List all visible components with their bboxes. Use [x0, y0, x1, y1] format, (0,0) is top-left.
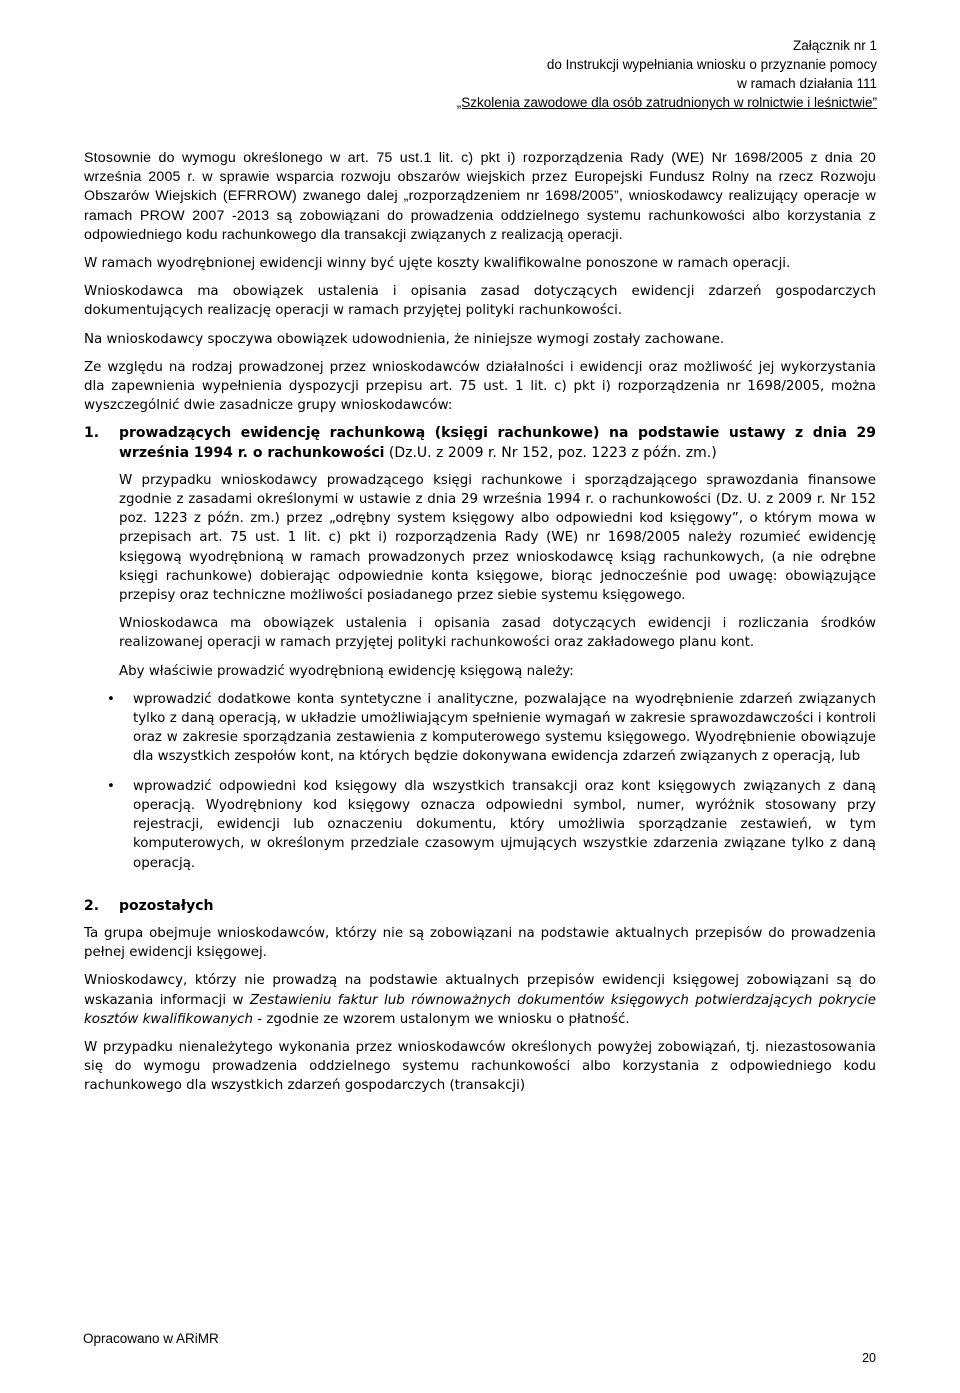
bullet-list: [84, 690, 876, 873]
section-2-heading: [84, 897, 876, 916]
section-1-paragraph-1: W przypadku wnioskodawcy prowadzącego księgi rachunkowe i sporządzającego sprawozdania finansowe zgodnie z zasadami określonymi w ustawie z dnia 29 września 1994 r. o rachunkowości (Dz. U. z 2009 r. Nr 152 poz. 1223 z późn. zm.) przez „odrębny system księgowy albo odpowiedni kod księgowy”, o którym mowa w przepisach art. 75 ust. 1 lit. c) pkt i) rozporządzenia Rady (WE) nr 1698/2005 należy rozumieć ewidencję księgową wyodrębnioną w ramach prowadzonych przez wnioskodawcę ksiąg rachunkowych, (a nie odrębne księgi rachunkowe) dobierając odpowiednie konta księgowe, biorąc jednocześnie pod uwagę: obowiązujące przepisy oraz techniczne możliwości posiadanego przez siebie systemu księgowego.: [119, 472, 876, 604]
attachment-header: [457, 36, 877, 112]
obligation-paragraph: Wnioskodawca ma obowiązek ustalenia i opisania zasad dotyczących ewidencji zdarzeń gospodarczych dokumentujących realizację operacji w ramach przyjętej polityki rachunkowości.: [84, 284, 876, 319]
header-line-1: Załącznik nr 1: [792, 38, 877, 53]
section-2-paragraph-2-start: Wnioskodawcy, którzy nie prowadzą na podstawie aktualnych przepisów ewidencji księgowej zobowiązani są do wskazania informacji w: [84, 973, 876, 1008]
list-item: [84, 777, 876, 873]
list-item-text: wprowadzić dodatkowe konta syntetyczne i analityczne, pozwalające na wyodrębnienie zdarzeń związanych tylko z daną operacją, w układzie umożliwiającym spełnienie wymagań w zakresie sprawozdawczości i kontroli oraz w zakresie sporządzania zestawienia z komputerowego systemu księgowego. Wyodrębnienie obowiązuje dla wszystkich zespołów kont, na których będzie dokonywana ewidencja zdarzeń związanych z operacją, lub: [133, 691, 876, 765]
section-2-heading-text: pozostałych: [119, 897, 214, 914]
section-1-heading-bold: prowadzących ewidencję rachunkową (księgi rachunkowe) na podstawie ustawy z dnia 29 września 1994 r. o rachunkowości: [119, 425, 876, 461]
section-2-number: 2.: [84, 897, 100, 914]
burden-paragraph: Na wnioskodawcy spoczywa obowiązek udowodnienia, że niniejsze wymogi zostały zachowane.: [84, 331, 725, 347]
section-2-paragraph-2: [84, 971, 876, 1029]
costs-paragraph: W ramach wyodrębnionej ewidencji winny być ujęte koszty kwalifikowalne ponoszone w ramach operacji.: [84, 256, 791, 272]
section-1-heading: [84, 424, 876, 462]
footer-credit: Opracowano w ARiMR: [83, 1331, 219, 1346]
section-2-paragraph-3: W przypadku nienależytego wykonania przez wnioskodawców określonych powyżej zobowiązań, tj. niezastosowania się do wymogu prowadzenia oddzielnego systemu rachunkowości albo korzystania z odpowiedniego kodu rachunkowego dla wszystkich zdarzeń gospodarczych (transakcji): [84, 1039, 876, 1094]
page-number: 20: [862, 1351, 876, 1365]
section-1-body: [84, 471, 876, 681]
section-2-paragraph-2-end: - zgodnie ze wzorem ustalonym we wniosku o płatność.: [252, 1011, 630, 1027]
section-1-paragraph-2: Wnioskodawca ma obowiązek ustalenia i opisania zasad dotyczących ewidencji i rozliczania środków realizowanej operacji w ramach przyjętej polityki rachunkowości oraz zakładowego planu kont.: [119, 616, 876, 651]
section-1-heading-citation: (Dz.U. z 2009 r. Nr 152, poz. 1223 z późn. zm.): [384, 444, 717, 461]
header-line-2: do Instrukcji wypełniania wniosku o przyznanie pomocy: [546, 57, 877, 72]
section-1-number: 1.: [84, 425, 100, 442]
bullet-icon: •: [107, 691, 115, 707]
bullet-icon: •: [107, 778, 115, 794]
section-1-paragraph-3: Aby właściwie prowadzić wyodrębnioną ewidencję księgową należy:: [119, 663, 574, 679]
intro-paragraph: Stosownie do wymogu określonego w art. 75 ust.1 lit. c) pkt i) rozporządzenia Rady (WE) Nr 1698/2005 z dnia 20 września 2005 r. w sprawie wsparcia rozwoju obszarów wiejskich przez Europejski Fundusz Rolny na rzecz Rozwoju Obszarów Wiejskich (EFRROW) zwanego dalej „rozporządzeniem nr 1698/2005”, wnioskodawcy realizujący operacje w ramach PROW 2007 -2013 są zobowiązani do prowadzenia oddzielnego systemu rachunkowości albo korzystania z odpowiedniego kodu rachunkowego dla transakcji związanych z realizacją operacji.: [84, 150, 876, 243]
header-line-3: w ramach działania 111: [737, 76, 877, 91]
section-2-paragraph-1: Ta grupa obejmuje wnioskodawców, którzy nie są zobowiązani na podstawie aktualnych przepisów do prowadzenia pełnej ewidencji księgowej.: [84, 925, 876, 961]
groups-paragraph: Ze względu na rodzaj prowadzonej przez wnioskodawców działalności i ewidencji oraz możliwość jej wykorzystania dla zapewnienia wypełnienia dyspozycji przepisu art. 75 ust. 1 lit. c) pkt i) rozporządzenia nr 1698/2005, można wyszczególnić dwie zasadnicze grupy wnioskodawców:: [84, 359, 876, 414]
list-item-text: wprowadzić odpowiedni kod księgowy dla wszystkich transakcji oraz kont księgowych związanych z daną operacją. Wyodrębniony kod księgowy oznacza odpowiedni symbol, numer, wyróżnik stosowany przy rejestracji, ewidencji lub oznaczeniu dokumentu, który umożliwia sporządzanie zestawień, w tym komputerowych, w określonym przedziale czasowym ujmujących wszystkie zdarzenia związane tylko z daną operacją.: [133, 778, 876, 871]
document-body: [84, 149, 876, 1105]
header-line-4: „Szkolenia zawodowe dla osób zatrudnionych w rolnictwie i leśnictwie”: [456, 95, 877, 110]
list-item: [84, 690, 876, 767]
section-2-paragraph-2-italic: Zestawieniu faktur lub równoważnych dokumentów księgowych potwierdzających pokrycie kosztów kwalifikowanych: [84, 992, 876, 1027]
